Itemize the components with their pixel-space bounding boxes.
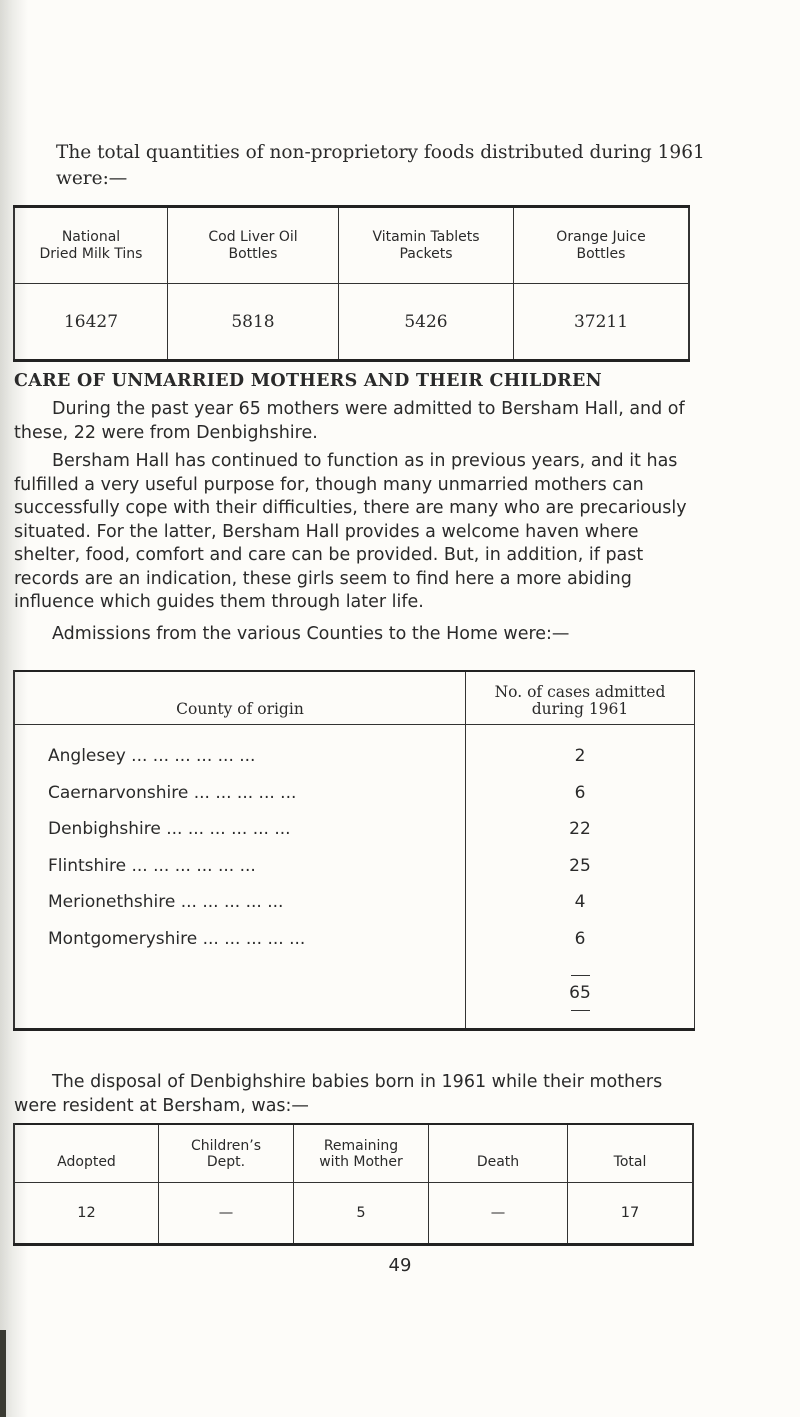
- value-cell: 17: [568, 1183, 694, 1245]
- cases-cell: 6: [466, 921, 695, 958]
- header-line: Dept.: [206, 1153, 246, 1170]
- county-cell: [14, 775, 466, 812]
- header-line: Vitamin Tablets: [372, 228, 480, 245]
- total-rule-top: [571, 975, 590, 976]
- dot-leader: ... ... ... ... ...: [175, 892, 284, 913]
- county-cell: [14, 725, 466, 775]
- total-cell: [466, 957, 695, 1030]
- county-cell: [14, 848, 466, 885]
- paragraph-text: Admissions from the various Counties to the Home were:—: [52, 624, 570, 644]
- foods-distributed-table: [13, 205, 690, 362]
- table-row: [14, 884, 695, 921]
- dot-leader: ... ... ... ... ...: [197, 928, 306, 949]
- table-row: [14, 921, 695, 958]
- cases-cell: 25: [466, 848, 695, 885]
- table-row: [14, 775, 695, 812]
- county-cell: [14, 921, 466, 958]
- dot-leader: ... ... ... ... ... ...: [160, 819, 291, 840]
- county-name: Flintshire: [48, 855, 127, 876]
- header-line: Children’s: [191, 1137, 261, 1154]
- total-rule-bottom: [571, 1010, 590, 1011]
- header-cell: [159, 1124, 294, 1183]
- table-header-row: [14, 671, 695, 725]
- cases-cell: 6: [466, 775, 695, 812]
- table-row: [14, 811, 695, 848]
- cases-cell: 2: [466, 725, 695, 775]
- header-line: Death: [476, 1153, 520, 1170]
- county-name: Denbighshire: [48, 819, 161, 840]
- header-line: Cod Liver Oil: [208, 228, 298, 245]
- header-line: during 1961: [531, 700, 629, 718]
- header-cell: [514, 207, 690, 284]
- disposal-table: [13, 1123, 694, 1246]
- paragraph: [14, 450, 704, 615]
- header-cell: [294, 1124, 429, 1183]
- county-name: Caernarvonshire: [48, 782, 189, 803]
- paragraph-text: Bersham Hall has continued to function as in previous years, and it has fulfilled a very useful purpose for, though many unmarried mothers can successfully cope with their difficulties, there are many who are precariously situated. For the latter, Bersham Hall provides a welcome haven where shelter, food, comfort and care can be provided. But, in addition, if past records are an indication, these girls seem to find here a more abiding influence which guides them through later life.: [14, 451, 687, 612]
- header-line: Bottles: [228, 245, 278, 262]
- value-cell: 5426: [339, 284, 514, 361]
- header-line: No. of cases admitted: [494, 683, 666, 701]
- value-cell: —: [159, 1183, 294, 1245]
- disposal-paragraph: [14, 1071, 704, 1118]
- value-cell: 37211: [514, 284, 690, 361]
- header-line: Total: [613, 1153, 647, 1170]
- value-cell: 12: [14, 1183, 159, 1245]
- county-name: Merionethshire: [48, 892, 176, 913]
- empty-cell: [14, 957, 466, 1030]
- cases-cell: 4: [466, 884, 695, 921]
- value-cell: 16427: [14, 284, 168, 361]
- total-value: 65: [569, 983, 591, 1003]
- header-cell: [568, 1124, 694, 1183]
- page-number: 49: [388, 1255, 412, 1276]
- header-line: Orange Juice: [556, 228, 646, 245]
- header-line: Dried Milk Tins: [39, 245, 143, 262]
- table-row: [14, 725, 695, 775]
- header-line: Adopted: [57, 1153, 116, 1170]
- paragraph-text: During the past year 65 mothers were admitted to Bersham Hall, and of these, 22 were from Denbighshire.: [14, 399, 685, 443]
- county-cell: [14, 811, 466, 848]
- value-cell: 5818: [168, 284, 339, 361]
- intro-text: The total quantities of non-proprietory foods distributed during 1961 were:—: [56, 142, 705, 189]
- header-county: County of origin: [14, 671, 466, 725]
- paragraph: [14, 623, 704, 647]
- admissions-table: [13, 670, 695, 1031]
- paragraph: [14, 398, 704, 445]
- table-row: [14, 284, 689, 361]
- dot-leader: ... ... ... ... ... ...: [126, 855, 256, 876]
- dot-leader: ... ... ... ... ...: [188, 782, 297, 803]
- header-line: Remaining: [323, 1137, 399, 1154]
- header-cases: [466, 671, 695, 725]
- value-cell: 5: [294, 1183, 429, 1245]
- header-cell: [14, 1124, 159, 1183]
- table-header-row: [14, 207, 689, 284]
- table-row: [14, 1183, 693, 1245]
- header-cell: [168, 207, 339, 284]
- header-cell: [429, 1124, 568, 1183]
- header-cell: [14, 207, 168, 284]
- header-cell: [339, 207, 514, 284]
- county-name: Montgomeryshire: [48, 928, 198, 949]
- page-spine-edge: [0, 1330, 6, 1417]
- value-cell: —: [429, 1183, 568, 1245]
- cases-cell: 22: [466, 811, 695, 848]
- header-line: National: [61, 228, 121, 245]
- county-name: Anglesey: [48, 746, 126, 767]
- total-row: [14, 957, 695, 1030]
- header-line: Bottles: [576, 245, 626, 262]
- table-row: [14, 848, 695, 885]
- dot-leader: ... ... ... ... ... ...: [125, 746, 256, 767]
- header-line: with Mother: [319, 1153, 403, 1170]
- paragraph-text: The disposal of Denbighshire babies born in 1961 while their mothers were resident at Bersham, was:—: [14, 1072, 663, 1116]
- section-heading: CARE OF UNMARRIED MOTHERS AND THEIR CHILDREN: [14, 371, 602, 391]
- county-cell: [14, 884, 466, 921]
- header-line: Packets: [399, 245, 453, 262]
- table-header-row: [14, 1124, 693, 1183]
